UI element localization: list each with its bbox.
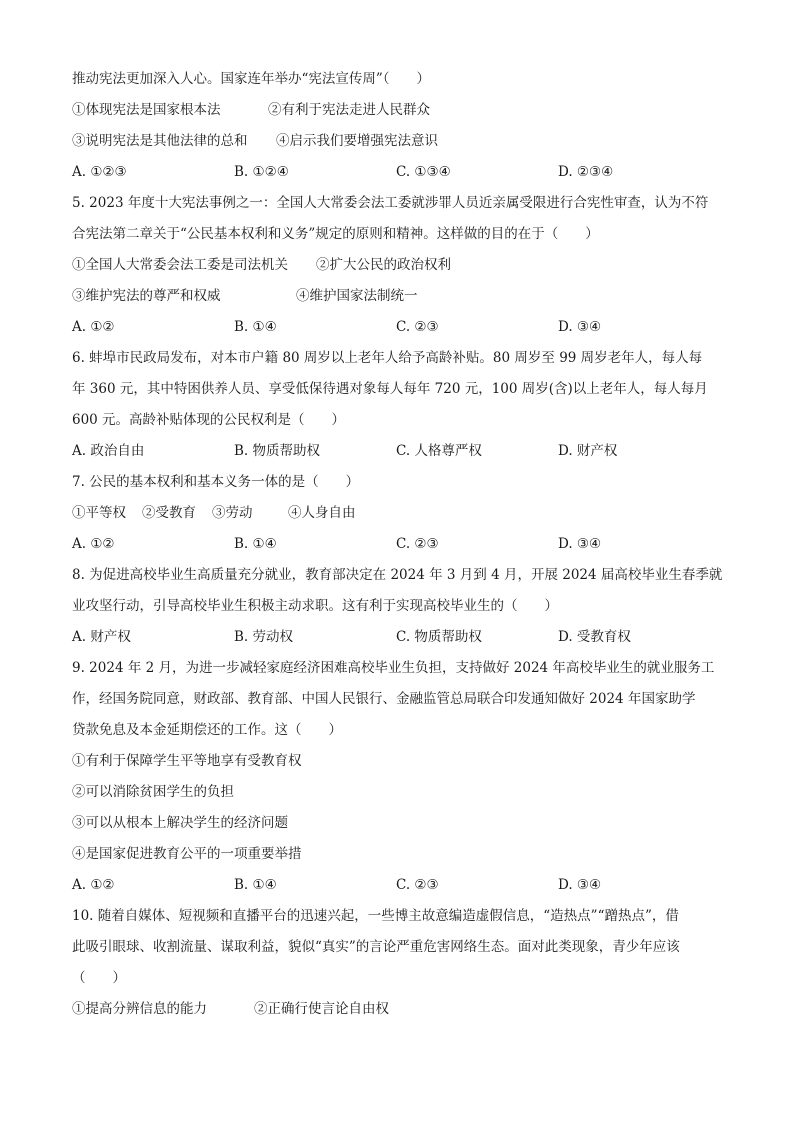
- q6-stem-line-3: 600 元。高龄补贴体现的公民权利是（ ）: [72, 412, 346, 428]
- q8-options: [72, 622, 732, 653]
- q6-option-c[interactable]: C. 人格尊严权: [396, 443, 482, 459]
- q5-statement-1: ①全国人大常委会法工委是司法机关: [72, 257, 288, 273]
- q4-statement-1: ①体现宪法是国家根本法: [72, 102, 221, 118]
- q5-option-d[interactable]: D. ③④: [558, 319, 602, 335]
- q9-options: [72, 870, 732, 901]
- q7-stem: 7. 公民的基本权利和基本义务一体的是（ ）: [72, 474, 360, 490]
- q8-option-c[interactable]: C. 物质帮助权: [396, 629, 482, 645]
- q9-statement-3: ③可以从根本上解决学生的经济问题: [72, 815, 288, 831]
- q10-stem-line-1: 10. 随着自媒体、短视频和直播平台的迅速兴起，一些博主故意编造虚假信息，“造热点”“蹭热点”，借: [72, 908, 679, 924]
- q8-option-d[interactable]: D. 受教育权: [558, 629, 631, 645]
- q10-stem-line-2: 此吸引眼球、收割流量、谋取利益，貌似“真实”的言论严重危害网络生态。面对此类现象，青少年应该: [72, 939, 680, 955]
- q7-options: [72, 529, 732, 560]
- q10-statement-1: ①提高分辨信息的能力: [72, 1001, 207, 1017]
- q5-statements-2: [72, 281, 732, 312]
- q6-stem-line-2: 年 360 元，其中特困供养人员、享受低保待遇对象每人每年 720 元，100 周岁(含)以上老年人，每人每月: [72, 381, 708, 397]
- q9-option-b[interactable]: B. ①④: [234, 877, 277, 893]
- q4-option-b[interactable]: B. ①②④: [234, 164, 289, 180]
- q5-stem-line-2: 合宪法第二章关于“公民基本权利和义务”规定的原则和精神。这样做的目的在于（ ）: [72, 226, 599, 242]
- q9-option-c[interactable]: C. ②③: [396, 877, 439, 893]
- q7-option-a[interactable]: A. ①②: [72, 536, 115, 552]
- q4-stem: 推动宪法更加深入人心。国家连年举办“宪法宣传周”（ ）: [72, 71, 431, 87]
- q7-statement-3: ③劳动: [212, 505, 253, 521]
- q7-option-c[interactable]: C. ②③: [396, 536, 439, 552]
- q4-options: [72, 157, 732, 188]
- q10-stem-line-3: （ ）: [72, 970, 126, 986]
- q9-option-d[interactable]: D. ③④: [558, 877, 602, 893]
- q9-option-a[interactable]: A. ①②: [72, 877, 115, 893]
- q5-stem-line-1: 5. 2023 年度十大宪法事例之一：全国人大常委会法工委就涉罪人员近亲属受限进行合宪性审查，认为不符: [72, 195, 709, 211]
- q6-option-d[interactable]: D. 财产权: [558, 443, 618, 459]
- q5-options: [72, 312, 732, 343]
- q4-statements-2: [72, 126, 732, 157]
- q6-option-a[interactable]: A. 政治自由: [72, 443, 145, 459]
- q10-statements-1: [72, 994, 732, 1025]
- q5-option-a[interactable]: A. ①②: [72, 319, 115, 335]
- q9-stem-line-3: 贷款免息及本金延期偿还的工作。这（ ）: [72, 722, 342, 738]
- q8-stem-line-1: 8. 为促进高校毕业生高质量充分就业，教育部决定在 2024 年 3 月到 4 月，开展 2024 届高校毕业生春季就: [72, 567, 723, 583]
- q8-option-b[interactable]: B. 劳动权: [234, 629, 294, 645]
- q4-statements-1: [72, 95, 732, 126]
- q5-statement-4: ④维护国家法制统一: [296, 288, 418, 304]
- q5-option-b[interactable]: B. ①④: [234, 319, 277, 335]
- q10-statement-2: ②正确行使言论自由权: [254, 1001, 389, 1017]
- q4-option-d[interactable]: D. ②③④: [558, 164, 614, 180]
- q5-statement-2: ②扩大公民的政治权利: [316, 257, 451, 273]
- q4-statement-3: ③说明宪法是其他法律的总和: [72, 133, 248, 149]
- q5-statement-3: ③维护宪法的尊严和权威: [72, 288, 221, 304]
- q4-statement-4: ④启示我们要增强宪法意识: [276, 133, 438, 149]
- q8-stem-line-2: 业攻坚行动，引导高校毕业生积极主动求职。这有利于实现高校毕业生的（ ）: [72, 598, 558, 614]
- q7-statements: [72, 498, 732, 529]
- q9-stem-line-2: 作，经国务院同意，财政部、教育部、中国人民银行、金融监管总局联合印发通知做好 2024 年国家助学: [72, 691, 696, 707]
- q7-option-d[interactable]: D. ③④: [558, 536, 602, 552]
- q5-statements-1: [72, 250, 732, 281]
- q6-stem-line-1: 6. 蚌埠市民政局发布，对本市户籍 80 周岁以上老年人给予高龄补贴。80 周岁至 99 周岁老年人，每人每: [72, 350, 703, 366]
- q4-option-c[interactable]: C. ①③④: [396, 164, 451, 180]
- q5-option-c[interactable]: C. ②③: [396, 319, 439, 335]
- q9-stem-line-1: 9. 2024 年 2 月，为进一步减轻家庭经济困难高校毕业生负担，支持做好 2024 年高校毕业生的就业服务工: [72, 660, 715, 676]
- q7-option-b[interactable]: B. ①④: [234, 536, 277, 552]
- q8-option-a[interactable]: A. 财产权: [72, 629, 131, 645]
- q9-statement-2: ②可以消除贫困学生的负担: [72, 784, 234, 800]
- q7-statement-2: ②受教育: [142, 505, 196, 521]
- q6-option-b[interactable]: B. 物质帮助权: [234, 443, 321, 459]
- q6-options: [72, 436, 732, 467]
- exam-page: [72, 64, 732, 1025]
- q7-statement-4: ④人身自由: [288, 505, 356, 521]
- q7-statement-1: ①平等权: [72, 505, 126, 521]
- q9-statement-1: ①有利于保障学生平等地享有受教育权: [72, 753, 302, 769]
- q4-statement-2: ②有利于宪法走进人民群众: [268, 102, 430, 118]
- q9-statement-4: ④是国家促进教育公平的一项重要举措: [72, 846, 302, 862]
- q4-option-a[interactable]: A. ①②③: [72, 164, 127, 180]
